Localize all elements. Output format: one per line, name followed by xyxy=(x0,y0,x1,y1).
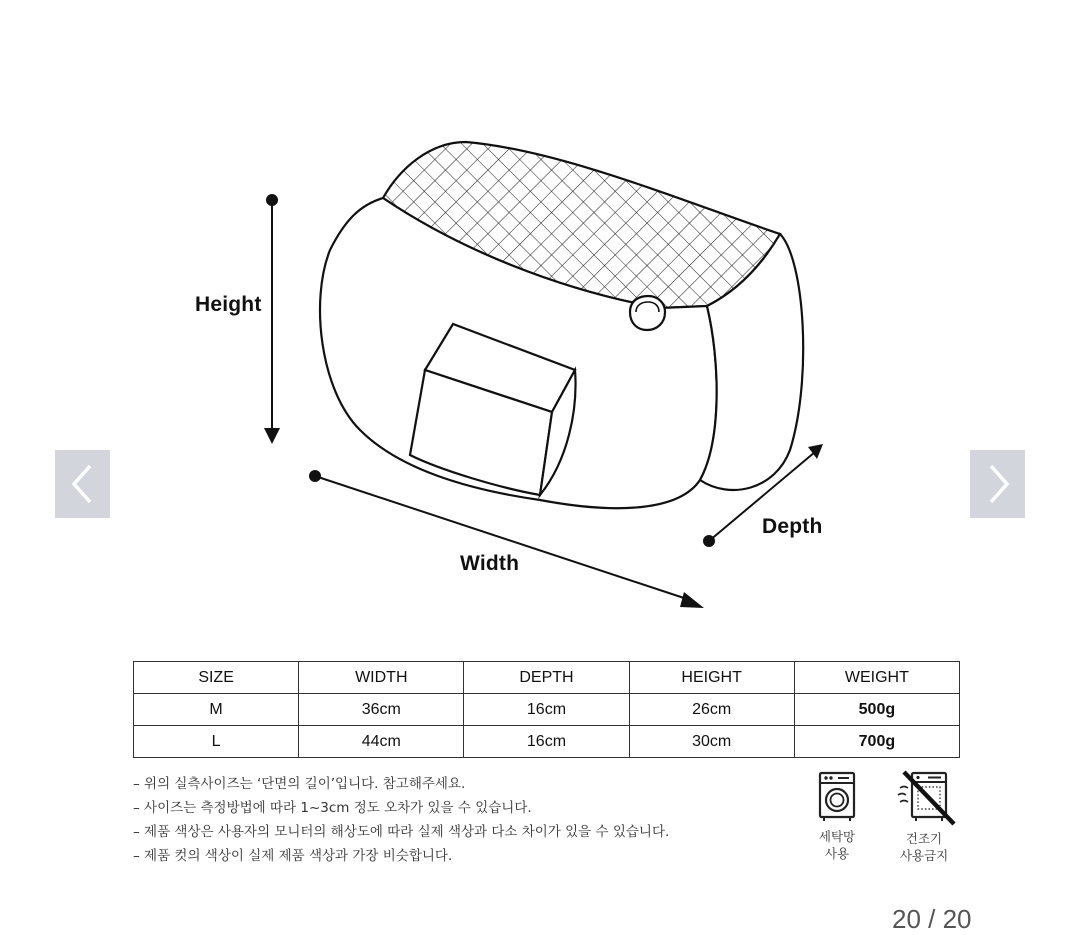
note-line: – 사이즈는 측정방법에 따라 1~3cm 정도 오차가 있을 수 있습니다. xyxy=(133,800,532,816)
column-header: DEPTH xyxy=(464,662,629,694)
cushion-illustration xyxy=(320,142,803,508)
size-cell: M xyxy=(134,694,299,726)
depth-cell: 16cm xyxy=(464,694,629,726)
column-header: SIZE xyxy=(134,662,299,694)
size-notes xyxy=(133,772,793,868)
height-arrow xyxy=(264,194,280,444)
image-page-counter: 20 / 20 xyxy=(892,904,972,934)
depth-label: Depth xyxy=(762,515,823,538)
care-label: 사용금지 xyxy=(899,848,949,863)
note-line: – 위의 실측사이즈는 ‘단면의 길이’입니다. 참고해주세요. xyxy=(133,776,466,792)
note-line: – 제품 색상은 사용자의 모니터의 해상도에 따라 실제 색상과 다소 차이가 있을 수 있습니다. xyxy=(133,824,670,840)
care-label: 건조기 xyxy=(905,831,943,846)
height-cell: 26cm xyxy=(629,694,794,726)
no-dryer-icon xyxy=(890,770,958,826)
table-row xyxy=(134,726,960,758)
column-header: WIDTH xyxy=(299,662,464,694)
height-label: Height xyxy=(195,293,262,316)
size-cell: L xyxy=(134,726,299,758)
care-item-no-dryer xyxy=(884,770,964,864)
table-header-row xyxy=(134,662,960,694)
weight-cell: 700g xyxy=(794,726,959,758)
table-row xyxy=(134,694,960,726)
width-cell: 36cm xyxy=(299,694,464,726)
next-image-button[interactable] xyxy=(970,450,1025,518)
care-label: 사용 xyxy=(824,846,850,861)
note-line: – 제품 컷의 색상이 실제 제품 색상과 가장 비슷합니다. xyxy=(133,848,453,864)
size-table xyxy=(133,661,960,758)
chevron-right-icon xyxy=(983,462,1013,506)
care-item-laundry-net xyxy=(797,770,877,862)
height-cell: 30cm xyxy=(629,726,794,758)
chevron-left-icon xyxy=(68,462,98,506)
column-header: HEIGHT xyxy=(629,662,794,694)
width-label: Width xyxy=(460,552,520,575)
depth-cell: 16cm xyxy=(464,726,629,758)
width-cell: 44cm xyxy=(299,726,464,758)
weight-cell: 500g xyxy=(794,694,959,726)
care-label: 세탁망 xyxy=(818,829,856,844)
washing-machine-icon xyxy=(816,770,858,824)
prev-image-button[interactable] xyxy=(55,450,110,518)
column-header: WEIGHT xyxy=(794,662,959,694)
